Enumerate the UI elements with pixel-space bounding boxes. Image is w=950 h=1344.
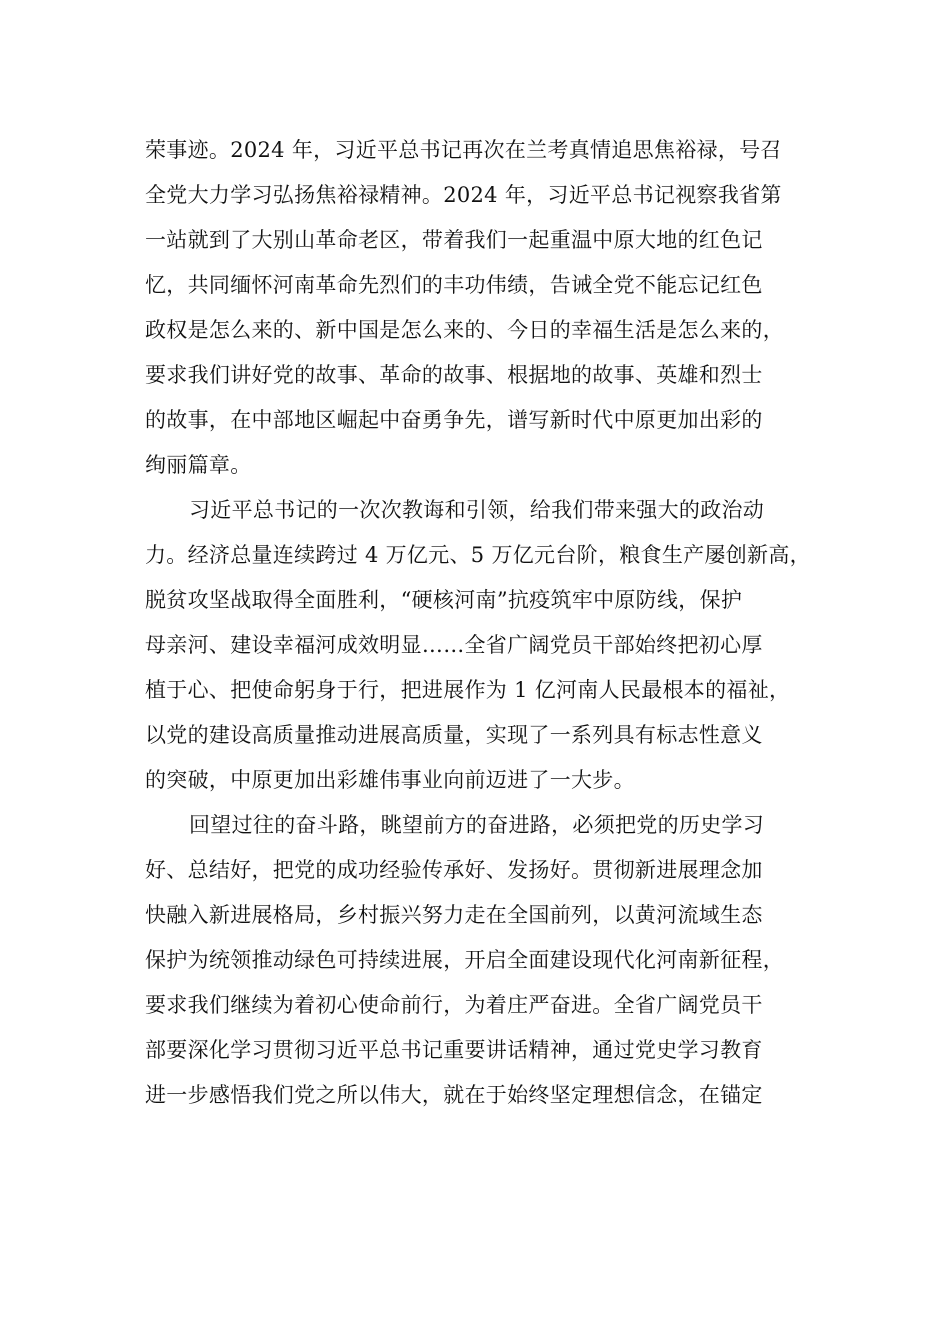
- text-line: 快融入新进展格局，乡村振兴努力走在全国前列，以黄河流域生态: [145, 903, 763, 927]
- text-line: 的突破，中原更加出彩雄伟事业向前迈进了一大步。: [145, 768, 635, 792]
- text-line: 荣事迹。2024 年，习近平总书记再次在兰考真情追思焦裕禄，号召: [145, 138, 782, 162]
- text-line: 力。经济总量连续跨过 4 万亿元、5 万亿元台阶，粮食生产屡创新高，: [145, 543, 811, 567]
- paragraph-first-line: 回望过往的奋斗路，眺望前方的奋进路，必须把党的历史学习: [189, 813, 765, 837]
- text-line: 部要深化学习贯彻习近平总书记重要讲话精神，通过党史学习教育: [145, 1038, 763, 1062]
- text-line: 忆，共同缅怀河南革命先烈们的丰功伟绩，告诫全党不能忘记红色: [145, 273, 763, 297]
- text-line: 要求我们讲好党的故事、革命的故事、根据地的故事、英雄和烈士: [145, 363, 763, 387]
- text-line: 脱贫攻坚战取得全面胜利，“硬核河南”抗疫筑牢中原防线，保护: [145, 588, 743, 612]
- text-line: 以党的建设高质量推动进展高质量，实现了一系列具有标志性意义: [145, 723, 763, 747]
- text-line: 母亲河、建设幸福河成效明显……全省广阔党员干部始终把初心厚: [145, 633, 763, 657]
- text-line: 的故事，在中部地区崛起中奋勇争先，谱写新时代中原更加出彩的: [145, 408, 763, 432]
- text-line: 全党大力学习弘扬焦裕禄精神。2024 年，习近平总书记视察我省第: [145, 183, 782, 207]
- text-line: 保护为统领推动绿色可持续进展，开启全面建设现代化河南新征程，: [145, 948, 784, 972]
- text-line: 绚丽篇章。: [145, 453, 252, 477]
- text-line: 植于心、把使命躬身于行，把进展作为 1 亿河南人民最根本的福祉，: [145, 678, 791, 702]
- text-line: 要求我们继续为着初心使命前行，为着庄严奋进。全省广阔党员干: [145, 993, 763, 1017]
- body-text: [145, 128, 815, 1118]
- text-line: 进一步感悟我们党之所以伟大，就在于始终坚定理想信念，在锚定: [145, 1083, 763, 1107]
- paragraph-first-line: 习近平总书记的一次次教诲和引领，给我们带来强大的政治动: [189, 498, 765, 522]
- text-line: 好、总结好，把党的成功经验传承好、发扬好。贯彻新进展理念加: [145, 858, 763, 882]
- text-line: 政权是怎么来的、新中国是怎么来的、今日的幸福生活是怎么来的，: [145, 318, 784, 342]
- text-line: 一站就到了大别山革命老区，带着我们一起重温中原大地的红色记: [145, 228, 763, 252]
